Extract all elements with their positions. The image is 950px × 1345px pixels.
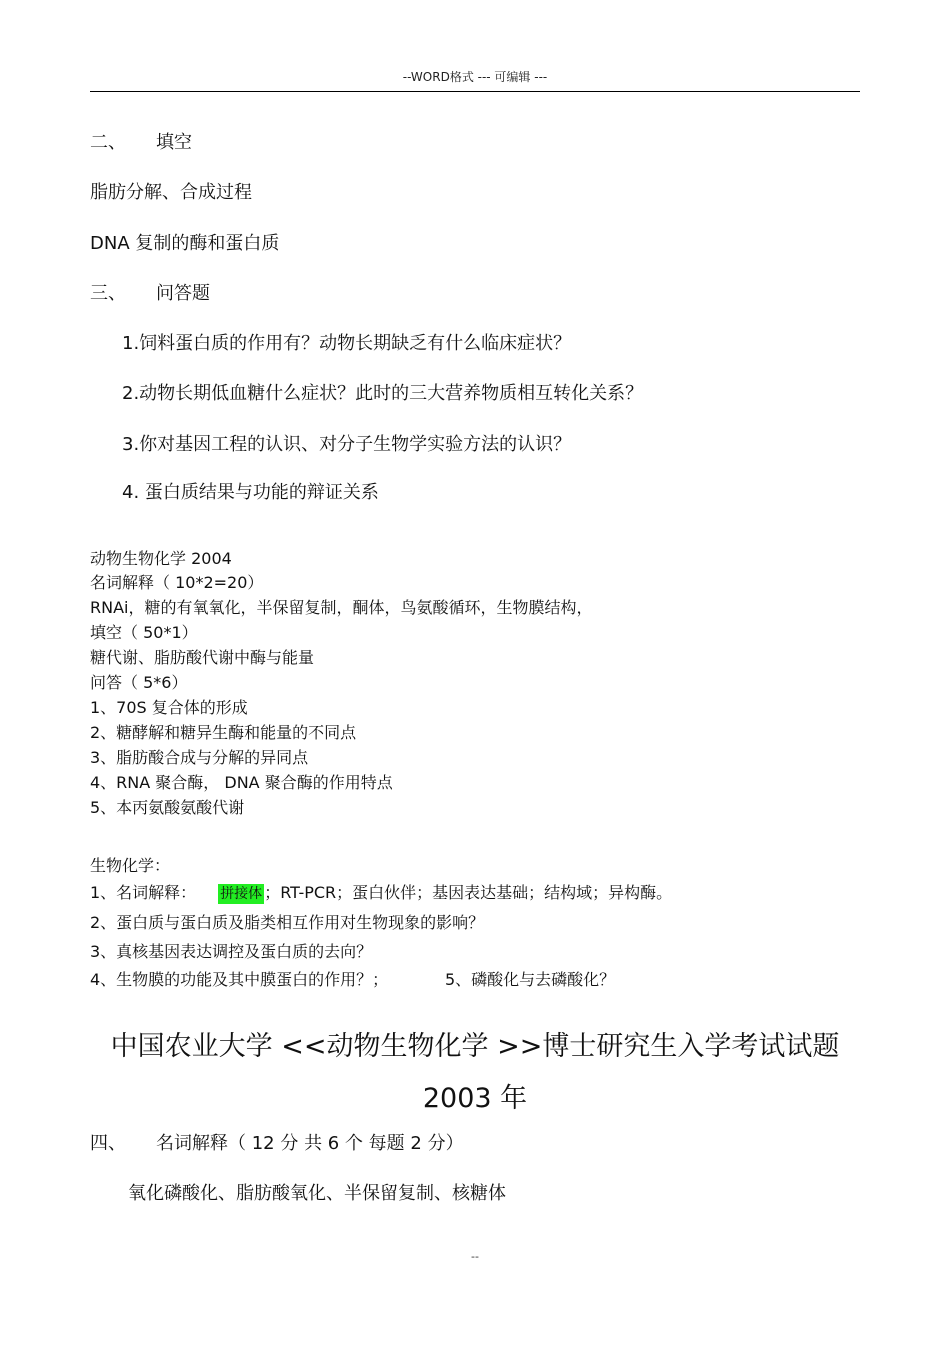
biochem-q1-rest: ；RT-PCR；蛋白伙伴；基因表达基础；结构域；异构酶。: [264, 883, 673, 902]
biochem-title: 生物化学：: [90, 856, 171, 875]
question-4: 4. 蛋白质结果与功能的辩证关系: [122, 482, 379, 503]
exam-2004-terms: RNAi，糖的有氧氧化，半保留复制，酮体，鸟氨酸循环，生物膜结构，: [90, 598, 593, 617]
page-footer: --: [471, 1250, 479, 1263]
fill-item-1: 脂肪分解、合成过程: [90, 182, 252, 203]
section-3-title: 问答题: [156, 283, 210, 304]
section-3-number: 三、: [90, 283, 126, 304]
exam-2004-qa-3: 3、脂肪酸合成与分解的异同点: [90, 748, 309, 767]
section-4-heading: [90, 1129, 464, 1155]
page-header: --WORD格式 --- 可编辑 ---: [402, 70, 548, 84]
fill-item-2: DNA 复制的酶和蛋白质: [90, 233, 280, 254]
section-2-title: 填空: [156, 132, 192, 153]
biochem-q5: 5、磷酸化与去磷酸化？: [445, 970, 616, 989]
question-1: 1.饲料蛋白质的作用有？动物长期缺乏有什么临床症状？: [122, 333, 572, 354]
question-3: 3.你对基因工程的认识、对分子生物学实验方法的认识？: [122, 434, 572, 455]
exam-2004-qa-1: 1、70S 复合体的形成: [90, 698, 248, 717]
biochem-q4: 4、生物膜的功能及其中膜蛋白的作用？；: [90, 970, 389, 989]
section-2-heading: [90, 128, 192, 154]
header-rule: [90, 91, 860, 92]
terms-2003: 氧化磷酸化、脂肪酸氧化、半保留复制、核糖体: [128, 1183, 506, 1204]
section-2-number: 二、: [90, 132, 126, 153]
highlighted-term: 拼接体: [220, 886, 263, 902]
exam-2004-fill: 糖代谢、脂肪酸代谢中酶与能量: [90, 648, 315, 667]
question-2: 2.动物长期低血糖什么症状？此时的三大营养物质相互转化关系？: [122, 383, 644, 404]
exam-2003-title-line-1: 中国农业大学 <<动物生物化学 >>博士研究生入学考试试题: [110, 1031, 840, 1062]
exam-2004-fill-heading: 填空（ 50*1）: [90, 623, 198, 642]
exam-2004-qa-2: 2、糖酵解和糖异生酶和能量的不同点: [90, 723, 357, 742]
exam-2004-title: 动物生物化学 2004: [90, 549, 232, 568]
exam-2004-qa-4: 4、RNA 聚合酶， DNA 聚合酶的作用特点: [90, 773, 393, 792]
section-4-title: 名词解释（ 12 分 共 6 个 每题 2 分）: [156, 1133, 464, 1154]
biochem-q2: 2、蛋白质与蛋白质及脂类相互作用对生物现象的影响？: [90, 913, 485, 932]
section-4-number: 四、: [90, 1133, 126, 1154]
exam-2004-terms-heading: 名词解释（ 10*2=20）: [90, 573, 264, 592]
section-3-heading: [90, 279, 210, 305]
biochem-q1: [90, 880, 672, 903]
biochem-q3: 3、真核基因表达调控及蛋白质的去向？: [90, 942, 373, 961]
exam-2003-title-line-2: 2003 年: [422, 1083, 528, 1114]
exam-2004-qa-heading: 问答（ 5*6）: [90, 673, 188, 692]
biochem-q1-prefix: 1、名词解释：: [90, 883, 197, 902]
exam-2004-qa-5: 5、本丙氨酸氨酸代谢: [90, 798, 245, 817]
